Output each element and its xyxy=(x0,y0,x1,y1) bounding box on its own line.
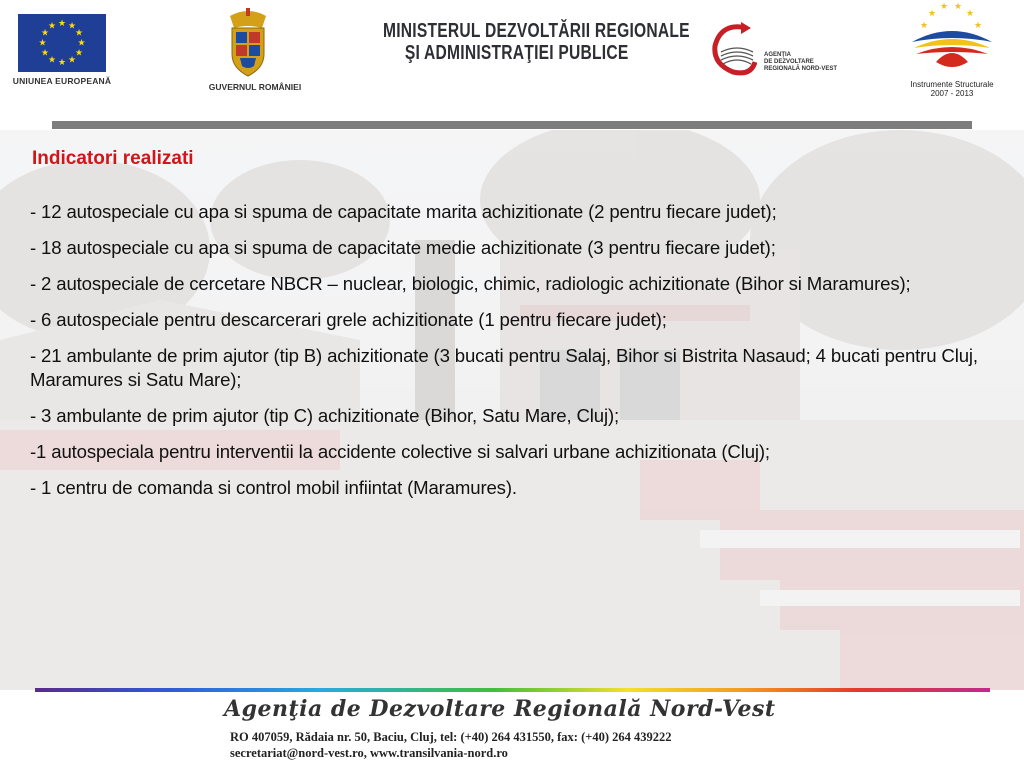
is-caption-line1: Instrumente Structurale xyxy=(910,80,994,89)
svg-text:★: ★ xyxy=(973,21,983,31)
adr-caption-line: DE DEZVOLTARE xyxy=(764,59,814,65)
adr-caption-line: REGIONALĂ NORD-VEST xyxy=(764,66,838,72)
ministry-line1: MINISTERUL DEZVOLTĂRII REGIONALE xyxy=(383,20,690,42)
instrumente-structurale-logo xyxy=(898,0,1006,78)
adr-caption xyxy=(764,52,837,73)
svg-text:★: ★ xyxy=(939,2,949,12)
list-item: - 12 autospeciale cu apa si spuma de capacitate marita achizitionate (2 pentru fiecare judet); xyxy=(30,201,777,222)
eu-stars-icon xyxy=(18,14,106,72)
ministry-line2: ŞI ADMINISTRAŢIEI PUBLICE xyxy=(404,42,629,64)
svg-text:★: ★ xyxy=(67,55,77,66)
eu-flag-logo xyxy=(18,14,106,72)
footer-address: RO 407059, Rădaia nr. 50, Baciu, Cluj, tel: (+40) 264 431550, fax: (+40) 264 439222 xyxy=(230,730,672,744)
eu-caption: UNIUNEA EUROPEANĂ xyxy=(12,76,112,86)
list-item: - 3 ambulante de prim ajutor (tip C) achizitionate (Bihor, Satu Mare, Cluj); xyxy=(30,405,620,426)
svg-text:★: ★ xyxy=(57,19,67,29)
svg-text:★: ★ xyxy=(40,28,50,39)
header-logos xyxy=(0,0,1024,118)
svg-text:★: ★ xyxy=(57,58,67,68)
svg-text:★: ★ xyxy=(74,28,84,39)
svg-text:★: ★ xyxy=(77,38,86,49)
footer-contact: secretariat@nord-vest.ro, www.transilvania-nord.ro xyxy=(230,746,508,760)
svg-text:★: ★ xyxy=(67,21,77,32)
list-item: - 2 autospeciale de cercetare NBCR – nuclear, biologic, chimic, radiologic achizitionate (Bihor si Maramures); xyxy=(30,273,911,294)
is-caption-line2: 2007 - 2013 xyxy=(930,89,974,98)
slide-title: Indicatori realizati xyxy=(32,148,194,169)
footer xyxy=(0,692,1024,768)
svg-text:★: ★ xyxy=(74,48,84,59)
svg-text:★: ★ xyxy=(47,21,57,32)
is-caption xyxy=(894,80,1010,98)
gov-caption: GUVERNUL ROMÂNIEI xyxy=(208,82,302,92)
list-item: - 21 ambulante de prim ajutor (tip B) achizitionate (3 bucati pentru Salaj, Bihor si Bistrita Nasaud; 4 bucati pentru Cluj, Maramures si Satu Mare); xyxy=(30,345,978,390)
svg-text:★: ★ xyxy=(40,48,50,59)
slide-content xyxy=(30,148,1000,512)
footer-agency-title: Agenţia de Dezvoltare Regională Nord-Vest xyxy=(224,696,776,722)
adr-nord-vest-logo xyxy=(707,18,757,80)
svg-text:★: ★ xyxy=(38,38,47,49)
list-item: - 6 autospeciale pentru descarcerari grele achizitionate (1 pentru fiecare judet); xyxy=(30,309,667,330)
svg-text:★: ★ xyxy=(47,55,57,66)
list-item: - 1 centru de comanda si control mobil infiintat (Maramures). xyxy=(30,477,517,498)
list-item: -1 autospeciala pentru interventii la accidente colective si salvari urbane achizitionata (Cluj); xyxy=(30,441,770,462)
svg-text:★: ★ xyxy=(965,9,975,19)
svg-text:★: ★ xyxy=(927,9,937,19)
header-separator xyxy=(52,121,972,129)
svg-text:★: ★ xyxy=(953,2,963,12)
romanian-coat-of-arms-logo xyxy=(226,6,270,78)
indicator-list xyxy=(30,200,1000,500)
list-item: - 18 autospeciale cu apa si spuma de capacitate medie achizitionate (3 pentru fiecare judet); xyxy=(30,237,776,258)
svg-text:★: ★ xyxy=(919,21,929,31)
adr-caption-line: AGENŢIA xyxy=(764,52,791,58)
